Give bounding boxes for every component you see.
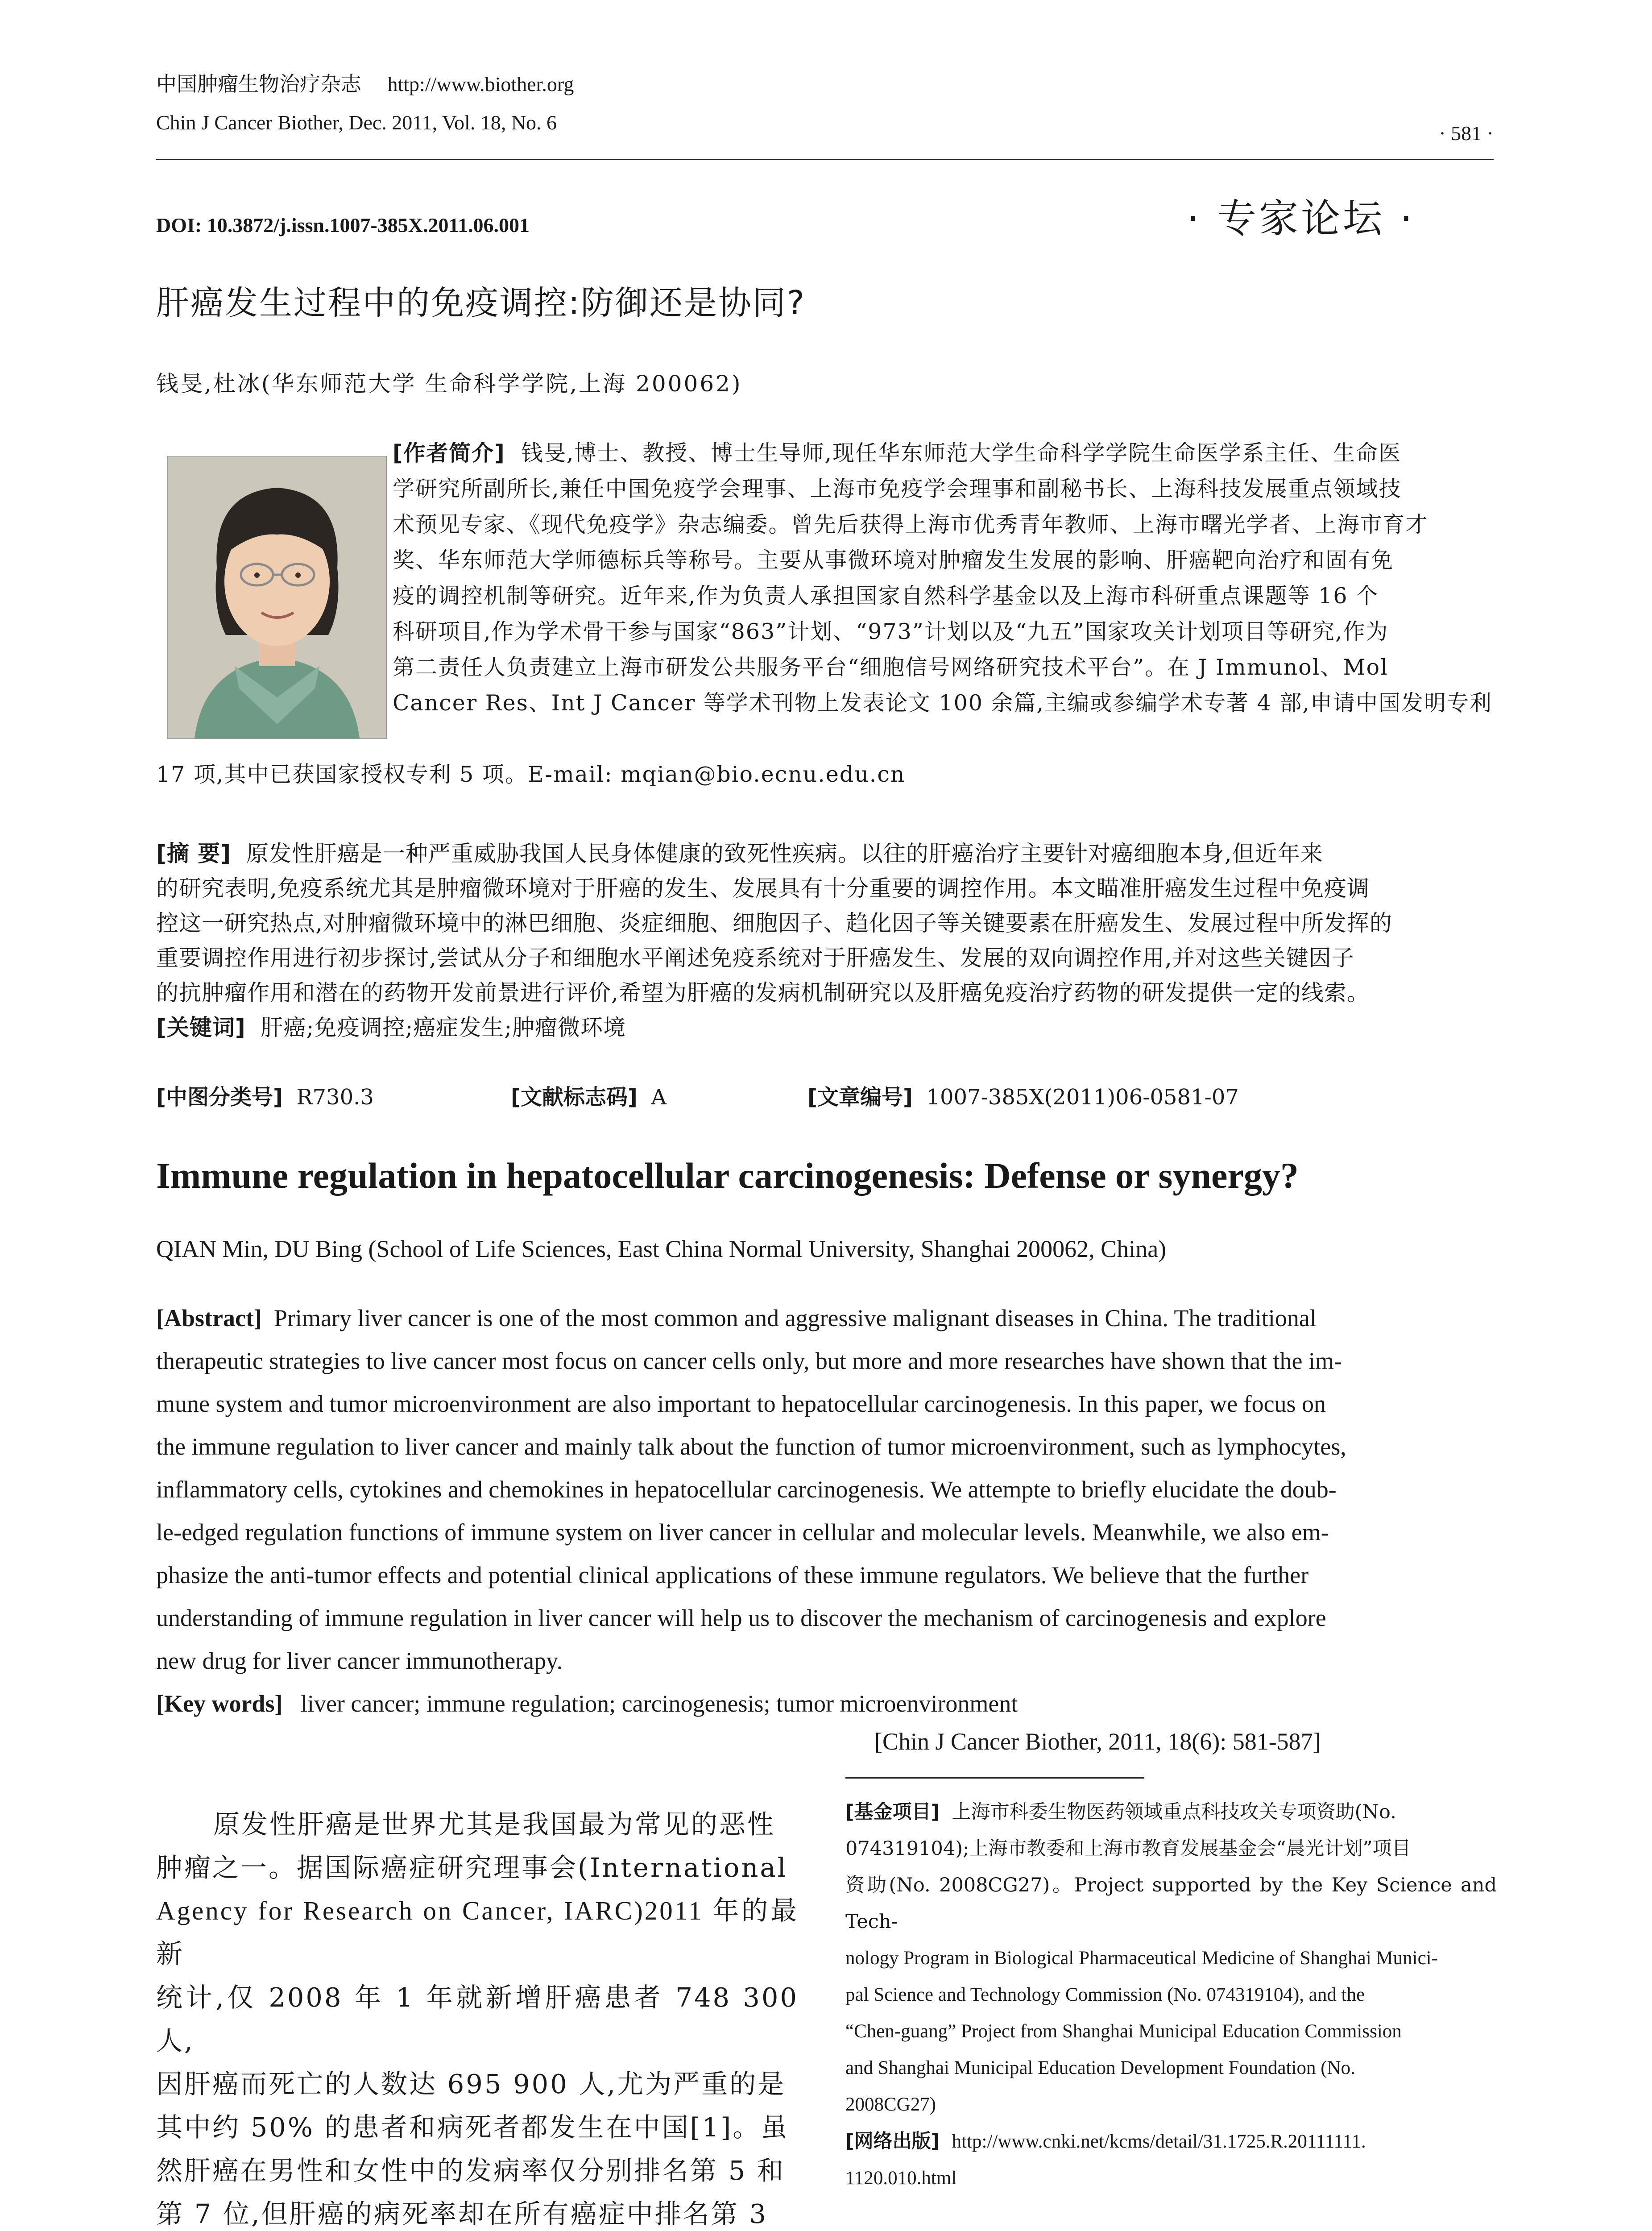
footnote-rule [845, 1777, 1144, 1779]
bio-line: 学研究所副所长,兼任中国免疫学会理事、上海市免疫学会理事和副秘书长、上海科技发展重点领域技 [393, 476, 1402, 502]
art-value: 1007-385X(2011)06-0581-07 [926, 1085, 1239, 1110]
funding-line: and Shanghai Municipal Education Development Foundation (No. [845, 2057, 1355, 2078]
body-line: Agency for Research on Cancer, IARC)2011 年的最新 [156, 1896, 799, 1969]
funding-line: 上海市科委生物医药领域重点科技攻关专项资助(No. [952, 1801, 1396, 1823]
bio-line: 科研项目,作为学术骨干参与国家“863”计划、“973”计划以及“九五”国家攻关计划项目等研究,作为 [393, 619, 1389, 644]
clc-value: R730.3 [296, 1085, 374, 1110]
doc-label: [文献标志码] [511, 1085, 638, 1110]
funding-note [845, 1794, 1497, 2197]
bio-line: 第二责任人负责建立上海市研发公共服务平台“细胞信号网络研究技术平台”。在 J Immunol、Mol [393, 655, 1388, 680]
funding-line: 074319104);上海市教委和上海市教育发展基金会“晨光计划”项目 [845, 1837, 1411, 1860]
online-url[interactable]: http://www.cnki.net/kcms/detail/31.1725.R.20111111. [952, 2131, 1366, 2152]
funding-line: 资助(No. 2008CG27)。Project supported by the Key Science and Tech- [845, 1874, 1497, 1933]
authors-cn: 钱旻,杜冰(华东师范大学 生命科学学院,上海 200062) [156, 371, 742, 397]
abstract-en-line: understanding of immune regulation in liver cancer will help us to discover the mechanism of carcinogenesis and explore [156, 1605, 1326, 1631]
article-number [807, 1080, 1239, 1111]
abstract-en-line: mune system and tumor microenvironment are also important to hepatocellular carcinogenesis. In this paper, we focus on [156, 1390, 1326, 1417]
abstract-cn-line: 的研究表明,免疫系统尤其是肿瘤微环境对于肝癌的发生、发展具有十分重要的调控作用。本文瞄准肝癌发生过程中免疫调 [156, 875, 1370, 901]
journal-citation-en: Chin J Cancer Biother, Dec. 2011, Vol. 18, No. 6 [156, 111, 557, 134]
abstract-en-line: therapeutic strategies to live cancer most focus on cancer cells only, but more and more researches have shown that the im- [156, 1348, 1342, 1374]
abstract-en-line: le-edged regulation functions of immune system on liver cancer in cellular and molecular levels. Meanwhile, we also em- [156, 1519, 1329, 1546]
abstract-en-line: Primary liver cancer is one of the most common and aggressive malignant diseases in China. The traditional [273, 1305, 1317, 1331]
abstract-cn-line: 控这一研究热点,对肿瘤微环境中的淋巴细胞、炎症细胞、细胞因子、趋化因子等关键要素在肝癌发生、发展过程中所发挥的 [156, 910, 1392, 936]
doi: DOI: 10.3872/j.issn.1007-385X.2011.06.001 [156, 214, 530, 236]
abstract-cn-label: [摘 要] [156, 841, 232, 867]
abstract-cn-line: 重要调控作用进行初步探讨,尝试从分子和细胞水平阐述免疫系统对于肝癌发生、发展的双向调控作用,并对这些关键因子 [156, 945, 1354, 971]
bio-line: 疫的调控机制等研究。近年来,作为负责人承担国家自然科学基金以及上海市科研重点课题等 16 个 [393, 583, 1379, 609]
online-label: [网络出版] [845, 2130, 940, 2152]
funding-label: [基金项目] [845, 1801, 940, 1823]
abstract-cn-line: 原发性肝癌是一种严重威胁我国人民身体健康的致死性疾病。以往的肝癌治疗主要针对癌细胞本身,但近年来 [246, 841, 1323, 867]
abstract-en-line: phasize the anti-tumor effects and potential clinical applications of these immune regulators. We believe that the further [156, 1562, 1309, 1588]
bio-label: [作者简介] [393, 440, 505, 466]
body-line: 原发性肝癌是世界尤其是我国最为常见的恶性 [213, 1809, 776, 1840]
doc-value: A [651, 1085, 667, 1110]
title-cn: 肝癌发生过程中的免疫调控:防御还是协同? [156, 284, 806, 322]
body-line: 其中约 50% 的患者和病死者都发生在中国[1]。虽 [156, 2112, 789, 2143]
page-number: · 581 · [1439, 122, 1494, 145]
column-label: · 专家论坛 · [1187, 195, 1415, 241]
abstract-cn [156, 836, 1495, 1045]
body-line: 肿瘤之一。据国际癌症研究理事会(International [156, 1852, 788, 1883]
abstract-en-label: [Abstract] [156, 1305, 262, 1331]
clc-label: [中图分类号] [156, 1085, 283, 1110]
title-en: Immune regulation in hepatocellular carcinogenesis: Defense or synergy? [156, 1155, 1299, 1196]
keywords-en-label: [Key words] [156, 1690, 283, 1717]
author-bio [393, 435, 1495, 721]
citation: [Chin J Cancer Biother, 2011, 18(6): 581-587] [874, 1728, 1321, 1755]
abstract-cn-line: 的抗肿瘤作用和潜在的药物开发前景进行评价,希望为肝癌的发病机制研究以及肝癌免疫治疗药物的研发提供一定的线索。 [156, 980, 1370, 1006]
art-label: [文章编号] [807, 1085, 913, 1110]
funding-line: pal Science and Technology Commission (No. 074319104), and the [845, 1984, 1365, 2005]
bio-line: Cancer Res、Int J Cancer 等学术刊物上发表论文 100 余篇,主编或参编学术专著 4 部,申请中国发明专利 [393, 690, 1492, 716]
author-bio-last-line: 17 项,其中已获国家授权专利 5 项。E-mail: mqian@bio.ecnu.edu.cn [156, 762, 906, 787]
author-photo [167, 456, 387, 739]
body-line: 然肝癌在男性和女性中的发病率仅分别排名第 5 和 [156, 2155, 786, 2186]
classification-row [156, 1080, 374, 1111]
online-url-cont[interactable]: 1120.010.html [845, 2168, 957, 2189]
keywords-en: liver cancer; immune regulation; carcinogenesis; tumor microenvironment [300, 1690, 1018, 1717]
doc-code [511, 1080, 667, 1111]
body-line: 统计,仅 2008 年 1 年就新增肝癌患者 748 300 人, [156, 1982, 799, 2056]
header-rule [156, 159, 1494, 160]
keywords-cn: 肝癌;免疫调控;癌症发生;肿瘤微环境 [261, 1015, 626, 1041]
abstract-en [156, 1297, 1495, 1682]
journal-url[interactable]: http://www.biother.org [387, 73, 574, 95]
funding-line: nology Program in Biological Pharmaceutical Medicine of Shanghai Munici- [845, 1948, 1438, 1969]
body-text [156, 1803, 799, 2231]
abstract-en-line: new drug for liver cancer immunotherapy. [156, 1647, 563, 1674]
body-line: 因肝癌而死亡的人数达 695 900 人,尤为严重的是 [156, 2069, 786, 2099]
bio-line: 钱旻,博士、教授、博士生导师,现任华东师范大学生命科学学院生命医学系主任、生命医 [521, 440, 1402, 466]
abstract-en-line: the immune regulation to liver cancer and mainly talk about the function of tumor microenvironment, such as lymphocytes, [156, 1433, 1346, 1460]
bio-line: 术预见专家、《现代免疫学》杂志编委。曾先后获得上海市优秀青年教师、上海市曙光学者、上海市育才 [393, 512, 1428, 537]
bio-line: 奖、华东师范大学师德标兵等称号。主要从事微环境对肿瘤发生发展的影响、肝癌靶向治疗和固有免 [393, 547, 1394, 573]
abstract-en-line: inflammatory cells, cytokines and chemokines in hepatocellular carcinogenesis. We attempte to briefly elucidate the doub- [156, 1476, 1337, 1503]
authors-en: QIAN Min, DU Bing (School of Life Sciences, East China Normal University, Shanghai 200062, China) [156, 1236, 1167, 1262]
keywords-cn-label: [关键词] [156, 1015, 246, 1041]
funding-line: “Chen-guang” Project from Shanghai Municipal Education Commission [845, 2021, 1402, 2042]
keywords-en-row [156, 1682, 1495, 1725]
journal-name-cn: 中国肿瘤生物治疗杂志 [156, 72, 361, 96]
body-line: 第 7 位,但肝癌的病死率却在所有癌症中排名第 3 [156, 2198, 768, 2229]
funding-line: 2008CG27) [845, 2094, 936, 2115]
running-header [156, 65, 574, 142]
